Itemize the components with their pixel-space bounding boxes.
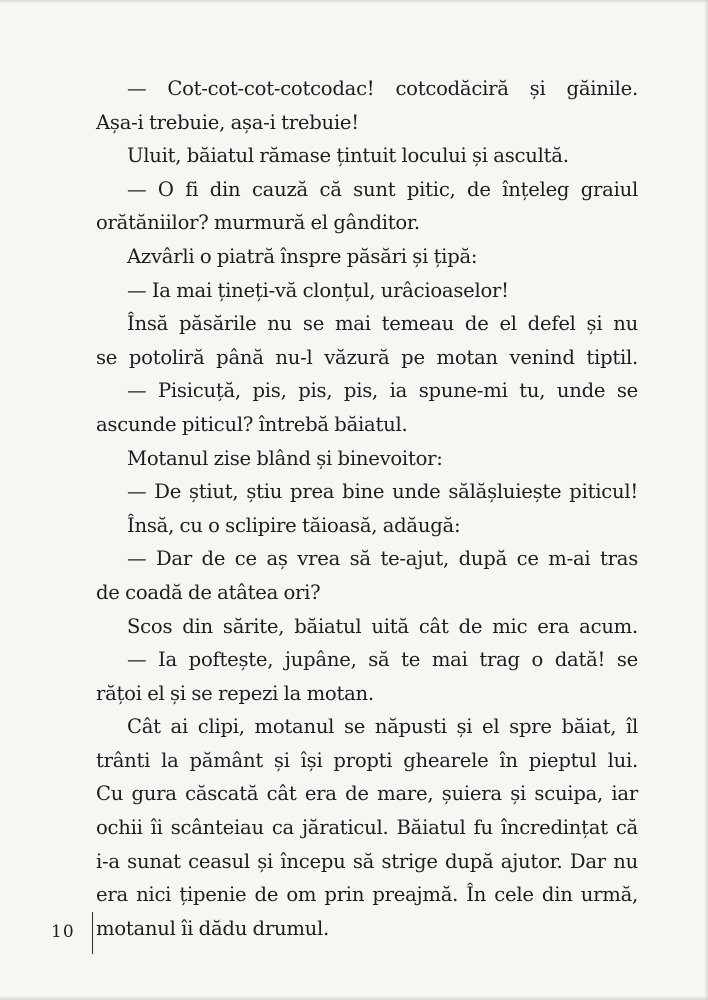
text-line: trânti la pământ și își propti ghearele în pieptul lui. bbox=[96, 748, 638, 772]
text-line: ascunde piticul? întrebă băiatul. bbox=[96, 412, 408, 436]
scan-edge-top bbox=[0, 0, 708, 3]
text-line: Cu gura căscată cât era de mare, șuiera și scuipa, iar bbox=[96, 782, 638, 806]
text-line: Însă, cu o sclipire tăioasă, adăugă: bbox=[127, 513, 461, 537]
text-line: Motanul zise blând și binevoitor: bbox=[127, 446, 443, 470]
text-line: se potoliră până nu-l văzură pe motan venind tiptil. bbox=[96, 345, 638, 369]
text-line: motanul îi dădu drumul. bbox=[96, 916, 330, 940]
text-line: rățoi el și se repezi la motan. bbox=[96, 681, 374, 705]
scan-edge-bottom bbox=[0, 996, 708, 1000]
text-line: Scos din sărite, băiatul uită cât de mic era acum. bbox=[127, 614, 638, 638]
text-line: Cât ai clipi, motanul se năpusti și el spre băiat, îl bbox=[127, 715, 638, 739]
scan-edge-right bbox=[704, 0, 708, 1000]
text-line: — Cot-cot-cot-cotcodac! cotcodăciră și găinile. bbox=[127, 77, 638, 100]
text-line: Însă păsările nu se mai temeau de el defel și nu bbox=[127, 312, 638, 336]
text-line: ochii îi scânteiau ca jăraticul. Băiatul fu încredințat că bbox=[96, 816, 638, 840]
text-line: Azvârli o piatră înspre păsări și țipă: bbox=[127, 244, 478, 268]
text-line: i-a sunat ceasul și începu să strige după ajutor. Dar nu bbox=[96, 849, 638, 873]
text-line: — De știut, știu prea bine unde sălășluiește piticul! bbox=[127, 480, 638, 504]
page-number: 10 bbox=[51, 922, 75, 942]
text-line: Așa-i trebuie, așa-i trebuie! bbox=[96, 110, 359, 134]
text-line: era nici țipenie de om prin preajmă. În cele din urmă, bbox=[96, 883, 638, 907]
text-line: de coadă de atâtea ori? bbox=[96, 580, 321, 604]
book-page-text bbox=[96, 72, 638, 945]
text-line: orătăniilor? murmură el gânditor. bbox=[96, 211, 420, 235]
text-line: — O fi din cauză că sunt pitic, de înțeleg graiul bbox=[127, 177, 638, 201]
text-line: Uluit, băiatul rămase țintuit locului și ascultă. bbox=[127, 144, 569, 168]
text-line: — Pisicuță, pis, pis, pis, ia spune-mi tu, unde se bbox=[127, 379, 638, 403]
text-line: — Ia poftește, jupâne, să te mai trag o dată! se bbox=[127, 648, 638, 672]
text-line: — Ia mai țineți-vă clonțul, urâcioaselor! bbox=[127, 278, 509, 302]
page-number-divider bbox=[92, 912, 93, 954]
text-line: — Dar de ce aș vrea să te-ajut, după ce m-ai tras bbox=[127, 547, 638, 571]
